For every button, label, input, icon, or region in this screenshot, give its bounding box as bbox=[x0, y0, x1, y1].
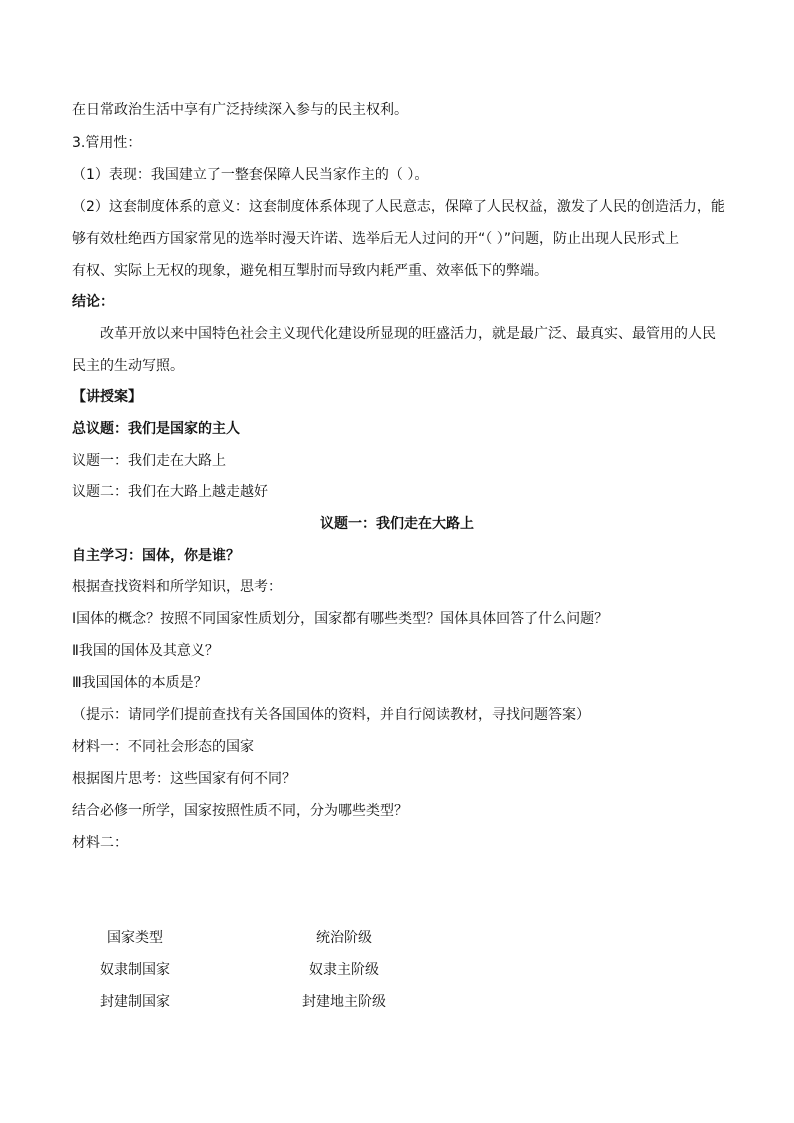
text-line: 结合必修一所学，国家按照性质不同，分为哪些类型？ bbox=[72, 803, 408, 819]
text-line: 民主的生动写照。 bbox=[72, 358, 184, 374]
question-line: Ⅱ我国的国体及其意义？ bbox=[72, 643, 219, 659]
conclusion-heading: 结论： bbox=[72, 294, 114, 310]
text-line: 在日常政治生活中享有广泛持续深入参与的民主权利。 bbox=[72, 102, 408, 118]
table-header: 国家类型 bbox=[107, 930, 163, 946]
topic-title: 议题一：我们走在大路上 bbox=[320, 516, 474, 532]
table-cell: 封建制国家 bbox=[100, 994, 170, 1010]
text-line: （1）表现：我国建立了一整套保障人民当家作主的（ ）。 bbox=[72, 167, 429, 183]
question-line: Ⅰ国体的概念？按照不同国家性质划分，国家都有哪些类型？国体具体回答了什么问题？ bbox=[72, 611, 609, 627]
text-line: 根据查找资料和所学知识，思考： bbox=[72, 579, 282, 595]
text-line: 够有效杜绝西方国家常见的选举时漫天许诺、选举后无人过问的开“（ ）”问题，防止出现人民形式上 bbox=[72, 231, 679, 247]
topic-line: 议题一：我们走在大路上 bbox=[72, 453, 226, 469]
table-cell: 封建地主阶级 bbox=[302, 994, 386, 1010]
topic-line: 议题二：我们在大路上越走越好 bbox=[72, 484, 268, 500]
question-line: Ⅲ我国国体的本质是？ bbox=[72, 675, 208, 691]
text-line: （2）这套制度体系的意义：这套制度体系体现了人民意志，保障了人民权益，激发了人民的创造活力，能 bbox=[72, 199, 725, 215]
text-line: 根据图片思考：这些国家有何不同？ bbox=[72, 771, 296, 787]
material-heading: 材料二： bbox=[72, 835, 128, 851]
material-heading: 材料一：不同社会形态的国家 bbox=[72, 739, 254, 755]
text-line: 有权、实际上无权的现象，避免相互掣肘而导致内耗严重、效率低下的弊端。 bbox=[72, 263, 548, 279]
table-cell: 奴隶制国家 bbox=[100, 962, 170, 978]
table-cell: 奴隶主阶级 bbox=[309, 962, 379, 978]
self-study-heading: 自主学习：国体，你是谁？ bbox=[72, 548, 240, 564]
table-header: 统治阶级 bbox=[316, 930, 372, 946]
hint-line: （提示：请同学们提前查找有关各国国体的资料，并自行阅读教材，寻找问题答案） bbox=[72, 707, 590, 723]
main-topic-heading: 总议题：我们是国家的主人 bbox=[72, 421, 240, 437]
section-heading: 3.管用性： bbox=[72, 135, 142, 151]
text-line: 改革开放以来中国特色社会主义现代化建设所显现的旺盛活力，就是最广泛、最真实、最管用的人民 bbox=[100, 326, 716, 342]
lecture-section-heading: 【讲授案】 bbox=[72, 389, 142, 405]
